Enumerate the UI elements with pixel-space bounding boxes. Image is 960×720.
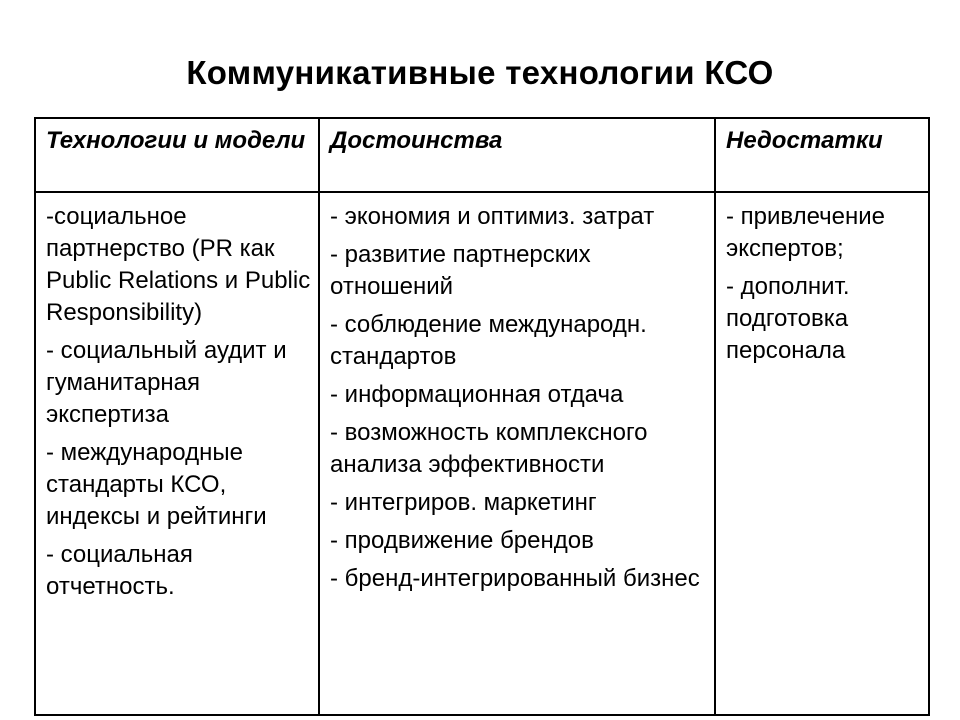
- disadvantages-cell: [715, 192, 929, 715]
- disadvantages-list: [716, 193, 928, 367]
- list-item: - развитие партнерских отношений: [330, 241, 591, 300]
- list-item: - соблюдение международн. стандартов: [330, 311, 647, 370]
- list-item: - социальный аудит и гуманитарная экспертиза: [46, 337, 287, 428]
- header-technologies: Технологии и модели: [35, 118, 319, 192]
- list-item: -социальное партнерство (PR как Public Relations и Public Responsibility): [46, 203, 311, 326]
- page-title: Коммуникативные технологии КСО: [186, 54, 774, 91]
- kso-technologies-table: [34, 117, 930, 716]
- list-item: - социальная отчетность.: [46, 541, 193, 600]
- table-header-row: [35, 118, 929, 192]
- table-row: [35, 192, 929, 715]
- list-item: - дополнит. подготовка персонала: [726, 273, 850, 364]
- header-disadvantages: Недостатки: [715, 118, 929, 192]
- list-item: - интегриров. маркетинг: [330, 489, 597, 516]
- list-item: - бренд-интегрированный бизнес: [330, 565, 700, 592]
- header-advantages: Достоинства: [319, 118, 715, 192]
- list-item: - информационная отдача: [330, 381, 624, 408]
- list-item: - экономия и оптимиз. затрат: [330, 203, 655, 230]
- technologies-cell: [35, 192, 319, 715]
- advantages-cell: [319, 192, 715, 715]
- technologies-list: [36, 193, 318, 603]
- list-item: - привлечение экспертов;: [726, 203, 886, 262]
- list-item: - возможность комплексного анализа эффективности: [330, 419, 648, 478]
- list-item: - продвижение брендов: [330, 527, 594, 554]
- list-item: - международные стандарты КСО, индексы и рейтинги: [46, 439, 267, 530]
- advantages-list: [320, 193, 714, 595]
